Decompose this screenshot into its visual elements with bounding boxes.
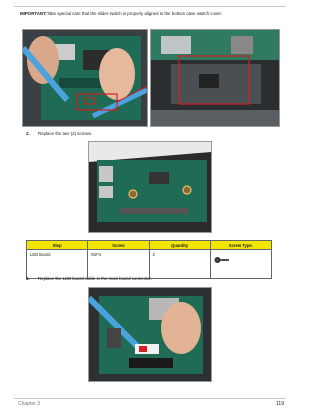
screw-table — [26, 240, 272, 279]
important-text: Take special care that the slider switch is properly aligned in the bottom case switch cover. — [46, 11, 222, 16]
cell-screw: M2*4 — [88, 250, 149, 279]
photo-led-board-screws — [88, 141, 212, 233]
col-quantity: Quantity — [149, 241, 210, 250]
step-2-number: 2. — [26, 131, 30, 136]
important-label: IMPORTANT: — [20, 11, 47, 16]
screw-icon — [214, 256, 230, 264]
top-rule — [14, 6, 286, 7]
step-3-text: Replace the LED board cable in the main board connector. — [38, 276, 152, 281]
cell-step: LED Board — [27, 250, 88, 279]
photo-switch-cover-closeup — [150, 29, 280, 127]
photo-slider-switch-alignment — [22, 29, 148, 127]
important-note — [20, 11, 282, 17]
screw-table-header — [27, 241, 272, 250]
col-step: Step — [27, 241, 88, 250]
col-screw-type: Screw Type. — [210, 241, 271, 250]
chapter-label: Chapter 3 — [18, 401, 40, 407]
cell-screw-type — [210, 250, 271, 279]
cell-quantity: 2 — [149, 250, 210, 279]
step-2-text: Replace the two (2) screws. — [38, 131, 93, 136]
step-3-number: 3. — [26, 276, 30, 281]
page-number: 119 — [276, 401, 284, 407]
table-row — [27, 250, 272, 279]
photo-led-cable-connector — [88, 287, 212, 382]
step-2 — [26, 131, 92, 136]
step-3 — [26, 276, 152, 281]
footer-rule — [14, 398, 286, 399]
col-screw: Screw — [88, 241, 149, 250]
